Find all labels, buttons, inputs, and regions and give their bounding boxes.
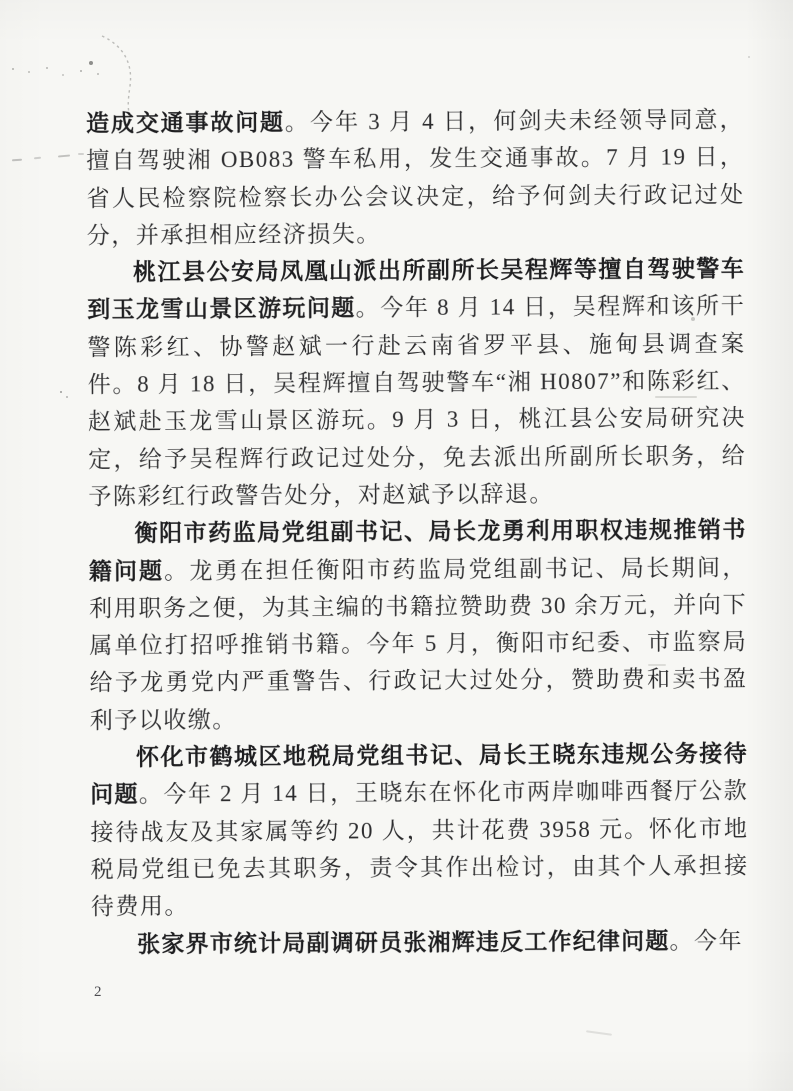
pencil-smudge: [58, 154, 70, 157]
pencil-smudge: [12, 159, 22, 162]
paragraph-huaihua-tax: [90, 735, 749, 926]
paragraph-body: 。龙勇在担任衡阳市药监局党组副书记、局长期间，利用职务之便，为其主编的书籍拉赞助费 30 余万元，并向下属单位打招呼推销书籍。今年 5 月，衡阳市纪委、市监察局给予龙勇党内严重警告、行政记大过处分，赞助费和卖书盈利予以收缴。: [89, 554, 748, 733]
pencil-smudge: [78, 153, 84, 155]
paragraph-lead: 桃江县公安局凤凰山派出所副所长吴程辉等擅自驾驶警车到玉龙雪山景区游玩问题: [87, 255, 746, 323]
scan-speckles: [0, 0, 2, 2]
paragraph-hengyang-fda: [89, 511, 748, 739]
paragraph-lead: 造成交通事故问题: [86, 108, 285, 137]
document-text: [86, 101, 749, 963]
paragraph-body: 。今年 8 月 14 日，吴程辉和该所干警陈彩红、协警赵斌一行赴云南省罗平县、施甸县调查案件。8 月 18 日，吴程辉擅自驾驶警车“湘 H0807”和陈彩红、赵斌赴玉龙雪山景区游玩。9 月 3 日，桃江县公安局研究决定，给予吴程辉行政记过处分，免去派出所副所长职务，给予陈彩红行政警告处分，对赵斌予以辞退。: [87, 293, 747, 509]
paragraph-zhangjiajie-stats: [91, 922, 749, 963]
paragraph-body: 。今年 2 月 14 日，王晓东在怀化市两岸咖啡西餐厅公款接待战友及其家属等约 20 人，共计花费 3958 元。怀化市地税局党组已免去其职务，责令其作出检讨，由其个人承担接待费用。: [90, 778, 749, 920]
paragraph-body: 。今年 3 月 4 日，何剑夫未经领导同意，擅自驾驶湘 OB083 警车私用，发生交通事故。7 月 19 日，省人民检察院检察长办公会议决定，给予何剑夫行政记过处分，并承担相应经济损失。: [86, 106, 745, 248]
pencil-smudge: [34, 157, 41, 160]
margin-smudge: [586, 1030, 612, 1036]
paragraph-traffic-accident: [86, 101, 745, 254]
paragraph-lead: 衡阳市药监局党组副书记、局长龙勇利用职权违规推销书籍问题: [88, 516, 747, 584]
paragraph-taojiang-police: [87, 250, 747, 515]
paragraph-lead: 张家界市统计局副调研员张湘辉违反工作纪律问题: [137, 926, 670, 957]
paragraph-lead: 怀化市鹤城区地税局党组书记、局长王晓东违规公务接待问题: [90, 740, 749, 808]
page-number: 2: [94, 984, 102, 1000]
paragraph-body: 。今年: [669, 927, 744, 953]
